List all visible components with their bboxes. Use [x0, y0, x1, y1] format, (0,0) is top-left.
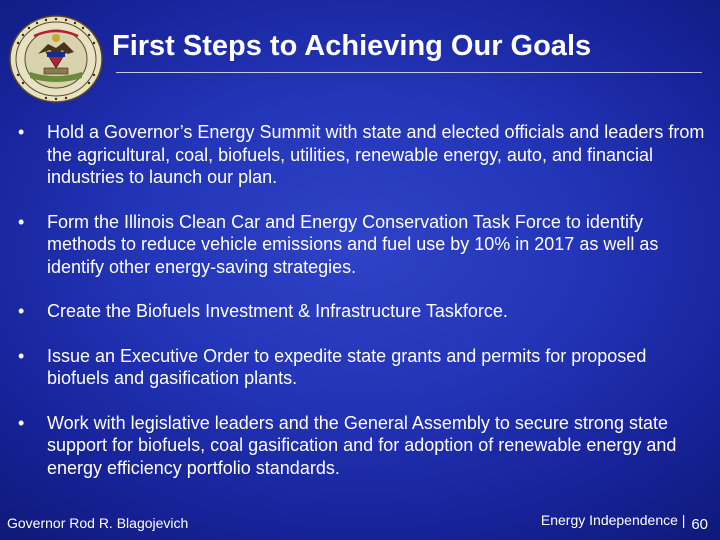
- title-divider: [116, 72, 702, 73]
- bullet-marker: •: [18, 301, 25, 321]
- bullet-item: [18, 121, 708, 189]
- bullet-item: [18, 211, 708, 279]
- page-number: 60: [691, 516, 708, 533]
- bullet-item: [18, 300, 708, 323]
- bullet-text: Hold a Governor’s Energy Summit with state and elected officials and leaders from the agricultural, coal, biofuels, utilities, renewable energy, auto, and financial industries to launch our plan.: [47, 122, 705, 187]
- bullet-list: [18, 121, 708, 479]
- bullet-text: Work with legislative leaders and the General Assembly to secure strong state support for biofuels, coal gasification and for adoption of renewable energy and energy efficiency portfolio standards.: [47, 412, 677, 478]
- bullet-text: Create the Biofuels Investment & Infrastructure Taskforce.: [47, 301, 508, 321]
- bullet-text: Form the Illinois Clean Car and Energy Conservation Task Force to identify methods to reduce vehicle emissions and fuel use by 10% in 2017 as well as identify other energy-saving strategies.: [47, 211, 659, 277]
- bullet-marker: •: [18, 122, 25, 142]
- footer-author: Governor Rod R. Blagojevich: [7, 515, 189, 531]
- bullet-text: Issue an Executive Order to expedite state grants and permits for proposed biofuels and gasification plants.: [47, 345, 647, 388]
- slide-title: First Steps to Achieving Our Goals: [112, 30, 592, 62]
- bullet-marker: •: [18, 345, 25, 366]
- illinois-state-seal-icon: [8, 14, 104, 104]
- bullet-marker: •: [18, 211, 25, 232]
- footer-section-label: Energy Independence |: [540, 512, 686, 528]
- bullet-marker: •: [18, 412, 25, 433]
- bullet-item: [18, 412, 708, 480]
- bullet-item: [18, 345, 708, 390]
- footer-section: [540, 512, 708, 533]
